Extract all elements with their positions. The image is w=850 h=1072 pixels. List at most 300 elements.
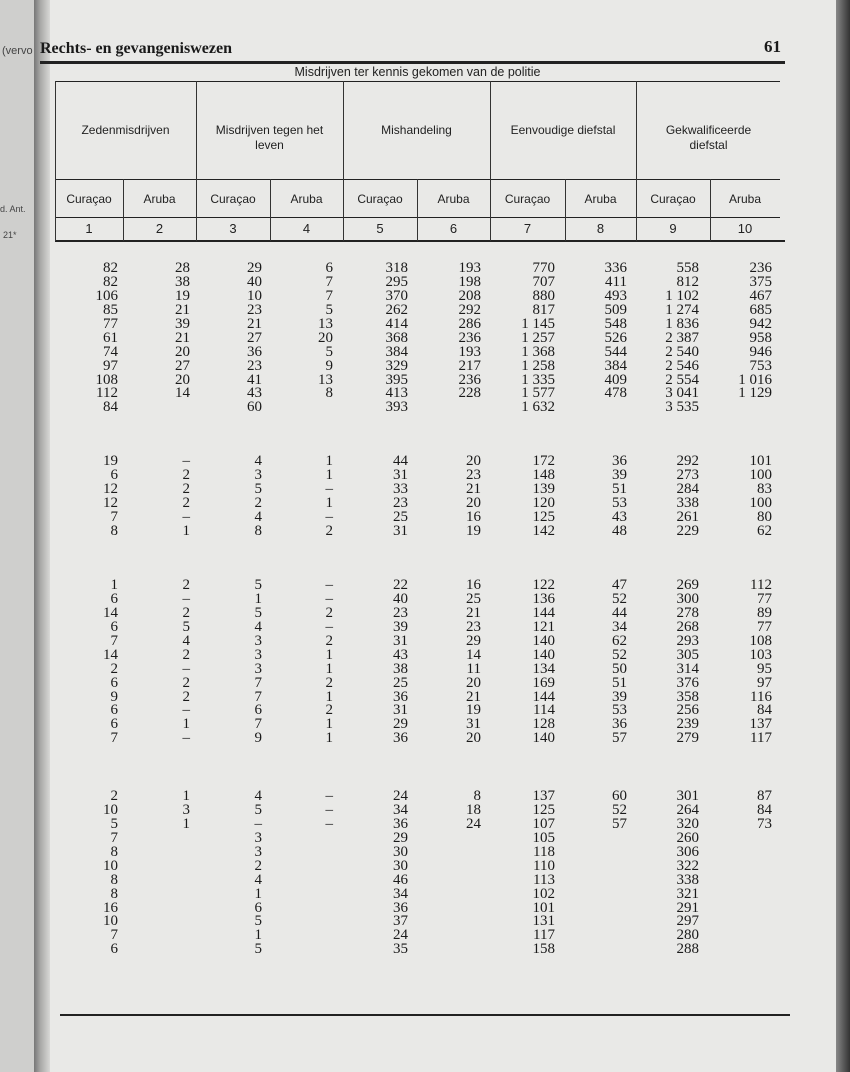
table-cell: 82 (103, 273, 118, 290)
table-cell: 208 (458, 287, 481, 304)
table-cell: 103 (749, 646, 772, 663)
table-cell: 14 (175, 385, 190, 402)
table-cell: 39 (393, 618, 408, 635)
table-cell: 118 (533, 843, 555, 860)
section-4-column-1 (103, 790, 118, 957)
table-cell: 34 (612, 618, 627, 635)
section-2-column-5 (393, 455, 408, 539)
table-cell: 7 (325, 287, 333, 304)
table-cell: 1 335 (521, 371, 555, 388)
table-cell: – (182, 508, 190, 525)
table-cell: 21 (247, 315, 262, 332)
table-cell: 57 (612, 815, 627, 832)
table-cell: 384 (385, 343, 408, 360)
section-4-column-6 (466, 790, 481, 832)
table-cell: 51 (612, 480, 627, 497)
table-cell: 7 (110, 829, 118, 846)
table-cell: 25 (466, 590, 481, 607)
table-cell: 306 (676, 843, 699, 860)
table-cell: 97 (757, 674, 772, 691)
table-cell: – (254, 815, 262, 832)
table-cell: 73 (757, 815, 772, 832)
book-spine-shadow (34, 0, 50, 1072)
table-cell: 30 (393, 857, 408, 874)
table-cell: 31 (393, 466, 408, 483)
table-cell: 29 (247, 260, 262, 276)
table-cell: 526 (604, 329, 627, 346)
section-3-column-9 (677, 579, 700, 746)
table-cell: 117 (750, 730, 772, 747)
table-cell: 4 (182, 632, 190, 649)
table-cell: 122 (532, 577, 555, 593)
table-cell: 336 (604, 260, 627, 276)
table-cell: 812 (676, 273, 699, 290)
page-number: 61 (764, 37, 781, 56)
table-cell: 297 (676, 913, 699, 930)
table-cell: 1 258 (521, 357, 555, 374)
table-cell: 467 (749, 287, 772, 304)
table-cell: 384 (604, 357, 627, 374)
table-cell: 1 (325, 688, 333, 705)
table-cell: 2 (325, 702, 333, 719)
facing-page-edge (0, 0, 34, 1072)
table-cell: 60 (247, 399, 262, 416)
running-head: Rechts- en gevangeniswezen (40, 40, 232, 57)
table-cell: 23 (393, 494, 408, 511)
table-cell: 1 016 (738, 371, 772, 388)
table-cell: 13 (318, 371, 333, 388)
table-cell: 7 (254, 674, 262, 691)
table-cell: 37 (393, 913, 408, 930)
table-cell: 38 (175, 273, 190, 290)
table-cell: 261 (676, 508, 699, 525)
table-cell: 31 (393, 522, 408, 539)
group-header-mishandeling: Mishandeling (381, 123, 452, 137)
table-cell: 1 (325, 660, 333, 677)
column-number: 3 (229, 221, 237, 236)
table-cell: 100 (749, 466, 772, 483)
table-cell: 22 (393, 577, 408, 593)
section-4-column-5 (393, 790, 408, 957)
table-cell: 2 (325, 604, 333, 621)
section-3-column-3 (255, 579, 263, 746)
table-cell: 158 (532, 941, 555, 958)
table-cell: 39 (612, 466, 627, 483)
table-cell: 24 (393, 927, 408, 944)
table-cell: 43 (247, 385, 262, 402)
table-cell: 2 (182, 646, 190, 663)
table-cell: 120 (532, 494, 555, 511)
section-2-column-9 (677, 455, 700, 539)
table-cell: 753 (749, 357, 772, 374)
table-cell: 6 (110, 941, 118, 958)
table-cell: 23 (247, 357, 262, 374)
table-cell: 53 (612, 494, 627, 511)
table-cell: 43 (612, 508, 627, 525)
table-cell: 134 (532, 660, 555, 677)
table-cell: 144 (532, 688, 555, 705)
table-cell: 2 (110, 660, 118, 677)
table-cell: 1 (325, 646, 333, 663)
table-cell: 544 (604, 343, 627, 360)
table-cell: 279 (676, 730, 699, 747)
facing-page-fragment: d. Ant. (0, 204, 26, 214)
page-edge-shadow (836, 0, 850, 1072)
table-cell: 19 (466, 522, 481, 539)
table-cell: 493 (604, 287, 627, 304)
section-2-column-2 (183, 455, 191, 539)
table-cell: 314 (676, 660, 699, 677)
subheader-aruba: Aruba (728, 192, 762, 206)
section-1-column-7 (521, 262, 555, 415)
rule (55, 81, 780, 82)
table-cell: 368 (385, 329, 408, 346)
table-cell: – (325, 801, 333, 818)
table-cell: 236 (749, 260, 772, 276)
table-cell: 478 (604, 385, 627, 402)
table-cell: 5 (254, 480, 262, 497)
table-cell: 24 (466, 815, 481, 832)
table-cell: 9 (325, 357, 333, 374)
section-2-column-8 (612, 455, 627, 539)
table-cell: 9 (254, 730, 262, 747)
table-cell: 300 (676, 590, 699, 607)
section-1-column-6 (459, 262, 482, 401)
table-cell: 1 (325, 730, 333, 747)
table-cell: 262 (385, 301, 408, 318)
table-cell: 288 (676, 941, 699, 958)
table-cell: 87 (757, 788, 772, 804)
table-cell: 29 (393, 829, 408, 846)
table-cell: 140 (532, 632, 555, 649)
table-cell: 148 (532, 466, 555, 483)
table-cell: 131 (532, 913, 555, 930)
table-cell: 707 (532, 273, 555, 290)
table-cell: 36 (393, 688, 408, 705)
table-cell: 3 (254, 466, 262, 483)
subheader-aruba: Aruba (584, 192, 617, 206)
table-cell: 102 (532, 885, 555, 902)
table-cell: 269 (676, 577, 699, 593)
table-cell: 395 (385, 371, 408, 388)
table-cell: 7 (110, 508, 118, 525)
table-cell: 2 (182, 688, 190, 705)
table-cell: 52 (612, 646, 627, 663)
subheader-curacao: Curaçao (66, 192, 112, 206)
section-4-column-3 (255, 790, 263, 957)
table-cell: 36 (247, 343, 262, 360)
section-3-column-7 (533, 579, 556, 746)
table-cell: – (182, 453, 190, 469)
table-cell: – (325, 590, 333, 607)
table-cell: 60 (612, 788, 627, 804)
table-cell: 114 (533, 702, 555, 719)
table-cell: 7 (110, 927, 118, 944)
table-cell: 23 (393, 604, 408, 621)
section-2-column-7 (533, 455, 556, 539)
table-cell: 5 (110, 815, 118, 832)
table-cell: 31 (466, 716, 481, 733)
table-cell: 6 (110, 618, 118, 635)
table-cell: 140 (532, 730, 555, 747)
table-cell: 2 (182, 480, 190, 497)
table-cell: 1 129 (738, 385, 772, 402)
table-cell: 3 (254, 632, 262, 649)
table-cell: 10 (103, 801, 118, 818)
column-number: 9 (669, 221, 677, 236)
table-cell: 770 (532, 260, 555, 276)
table-cell: 409 (604, 371, 627, 388)
table-cell: 6 (254, 702, 262, 719)
column-number: 4 (302, 221, 311, 236)
table-cell: 20 (466, 674, 481, 691)
table-cell: 112 (750, 577, 772, 593)
section-4-column-7 (533, 790, 556, 957)
table-cell: 44 (612, 604, 627, 621)
column-number: 6 (449, 221, 458, 236)
table-cell: – (325, 508, 333, 525)
table-cell: 1 (325, 716, 333, 733)
table-cell: 34 (393, 801, 408, 818)
table-cell: 268 (676, 618, 699, 635)
section-2-column-6 (466, 455, 481, 539)
table-cell: 2 546 (665, 357, 699, 374)
table-cell: 62 (612, 632, 627, 649)
table-cell: 25 (393, 674, 408, 691)
column-number: 2 (155, 221, 164, 236)
table-cell: 2 (325, 674, 333, 691)
table-cell: 116 (750, 688, 772, 705)
table-cell: 817 (532, 301, 555, 318)
table-cell: 414 (385, 315, 408, 332)
table-cell: 193 (458, 343, 481, 360)
table-cell: 1 (254, 927, 262, 944)
table-cell: 4 (254, 453, 262, 469)
table-cell: 34 (393, 885, 408, 902)
table-cell: 548 (604, 315, 627, 332)
table-cell: 11 (466, 660, 481, 677)
table-cell: 320 (676, 815, 699, 832)
table-cell: 1 (254, 590, 262, 607)
table-cell: 77 (103, 315, 118, 332)
section-1-column-3 (247, 262, 262, 415)
table-cell: 375 (749, 273, 772, 290)
table-cell: 125 (532, 508, 555, 525)
table-cell: 1 (325, 466, 333, 483)
table-cell: 5 (325, 301, 333, 318)
table-cell: 1 (182, 788, 190, 804)
table-cell: 57 (612, 730, 627, 747)
table-cell: 1 577 (521, 385, 555, 402)
table-cell: 3 (254, 829, 262, 846)
table-cell: 2 (110, 788, 118, 804)
table-cell: 128 (532, 716, 555, 733)
table-cell: 108 (95, 371, 118, 388)
section-3-column-4 (326, 579, 334, 746)
section-2-column-3 (255, 455, 263, 539)
table-cell: 193 (458, 260, 481, 276)
subheader-aruba: Aruba (437, 192, 470, 206)
table-cell: 3 (254, 843, 262, 860)
table-cell: – (325, 815, 333, 832)
section-3-column-5 (393, 579, 408, 746)
table-cell: 8 (110, 843, 118, 860)
table-cell: 121 (532, 618, 555, 635)
table-cell: 239 (676, 716, 699, 733)
table-cell: 8 (110, 885, 118, 902)
table-cell: – (325, 618, 333, 635)
table-cell: 142 (532, 522, 555, 539)
table-cell: 338 (676, 871, 699, 888)
table-cell: – (325, 480, 333, 497)
section-1-column-4 (318, 262, 333, 401)
table-cell: 77 (757, 618, 772, 635)
column-number: 8 (596, 221, 605, 236)
table-cell: 5 (254, 941, 262, 958)
table-cell: 140 (532, 646, 555, 663)
table-cell: 48 (612, 522, 627, 539)
table-cell: – (182, 730, 190, 747)
table-cell: 41 (247, 371, 262, 388)
table-cell: 413 (385, 385, 408, 402)
table-super-header: Misdrijven ter kennis gekomen van de politie (294, 65, 541, 79)
table-cell: 31 (393, 632, 408, 649)
table-cell: 5 (254, 604, 262, 621)
table-cell: 1 145 (521, 315, 555, 332)
group-header-gekwalificeerde-diefstal: Gekwalificeerde diefstal (665, 123, 752, 152)
table-cell: 39 (175, 315, 190, 332)
table-cell: 82 (103, 260, 118, 276)
table-cell: 137 (749, 716, 772, 733)
table-cell: 21 (466, 604, 481, 621)
bottom-rule (60, 1014, 790, 1016)
table-cell: 35 (393, 941, 408, 958)
table-cell: 278 (676, 604, 699, 621)
table-cell: 321 (676, 885, 699, 902)
section-2-column-4 (326, 455, 334, 539)
table-cell: 36 (612, 716, 627, 733)
table-cell: 1 (110, 577, 118, 593)
table-cell: 1 (325, 494, 333, 511)
table-cell: 83 (757, 480, 772, 497)
table-cell: 19 (175, 287, 190, 304)
section-1-column-9 (665, 262, 699, 415)
table-cell: 23 (247, 301, 262, 318)
table-cell: 1 (254, 885, 262, 902)
table-cell: 23 (466, 618, 481, 635)
table-cell: 5 (254, 801, 262, 818)
table-cell: 52 (612, 801, 627, 818)
section-4-column-2 (183, 790, 191, 832)
table-cell: – (325, 577, 333, 593)
table-cell: 38 (393, 660, 408, 677)
subheader-curacao: Curaçao (650, 192, 696, 206)
table-cell: 7 (325, 273, 333, 290)
table-cell: 2 (182, 494, 190, 511)
table-cell: 62 (757, 522, 772, 539)
table-cell: 21 (466, 688, 481, 705)
table-cell: 20 (466, 730, 481, 747)
table-cell: 8 (325, 385, 333, 402)
table-cell: 284 (676, 480, 699, 497)
table-cell: 84 (103, 399, 118, 416)
table-cell: 295 (385, 273, 408, 290)
table-cell: 1 836 (665, 315, 699, 332)
table-cell: 942 (749, 315, 772, 332)
table-cell: 33 (393, 480, 408, 497)
table-cell: 7 (110, 632, 118, 649)
table-cell: 3 (254, 660, 262, 677)
section-1-column-10 (738, 262, 772, 401)
table-cell: 3 535 (665, 399, 699, 416)
table-cell: 12 (103, 494, 118, 511)
table-cell: 6 (254, 899, 262, 916)
table-cell: 16 (103, 899, 118, 916)
table-cell: 2 (254, 494, 262, 511)
facing-page-fragment: (vervo (2, 45, 33, 57)
table-cell: 2 (182, 577, 190, 593)
table-cell: 1 257 (521, 329, 555, 346)
subheader-aruba: Aruba (143, 192, 176, 206)
table-cell: 6 (110, 466, 118, 483)
table-cell: 172 (532, 453, 555, 469)
section-4-column-8 (612, 790, 627, 832)
table-cell: 84 (757, 702, 772, 719)
group-header-misdrijven-tegen-het-leven: Misdrijven tegen het leven (215, 123, 324, 152)
table-cell: 286 (458, 315, 481, 332)
table-cell: 36 (393, 730, 408, 747)
table-cell: 7 (110, 730, 118, 747)
table-cell: 30 (393, 843, 408, 860)
table-cell: 198 (458, 273, 481, 290)
table-cell: 77 (757, 590, 772, 607)
table-cell: 2 554 (665, 371, 699, 388)
table-cell: 1 (182, 716, 190, 733)
table-cell: 27 (247, 329, 262, 346)
table-cell: 84 (757, 801, 772, 818)
table-cell: 101 (749, 453, 772, 469)
table-cell: 43 (393, 646, 408, 663)
table-cell: 260 (676, 829, 699, 846)
table-cell: 136 (532, 590, 555, 607)
table-cell: 12 (103, 480, 118, 497)
table-cell: 95 (757, 660, 772, 677)
section-4-column-10 (757, 790, 772, 832)
table-cell: 16 (466, 508, 481, 525)
table-cell: 10 (247, 287, 262, 304)
table-cell: 21 (175, 301, 190, 318)
table-cell: 40 (393, 590, 408, 607)
table-cell: 228 (458, 385, 481, 402)
table-cell: 29 (466, 632, 481, 649)
section-1-column-5 (386, 262, 409, 415)
table-cell: 2 (182, 604, 190, 621)
table-cell: 6 (110, 716, 118, 733)
table-cell: 2 (325, 522, 333, 539)
table-cell: 100 (749, 494, 772, 511)
table-cell: 10 (103, 857, 118, 874)
table-cell: 1 (325, 453, 333, 469)
table-cell: 29 (393, 716, 408, 733)
table-cell: 2 (254, 857, 262, 874)
table-cell: 376 (676, 674, 699, 691)
table-cell: 1 632 (521, 399, 555, 416)
table-cell: 236 (458, 329, 481, 346)
table-cell: 85 (103, 301, 118, 318)
table-cell: 20 (318, 329, 333, 346)
table-cell: 8 (254, 522, 262, 539)
table-cell: 28 (175, 260, 190, 276)
